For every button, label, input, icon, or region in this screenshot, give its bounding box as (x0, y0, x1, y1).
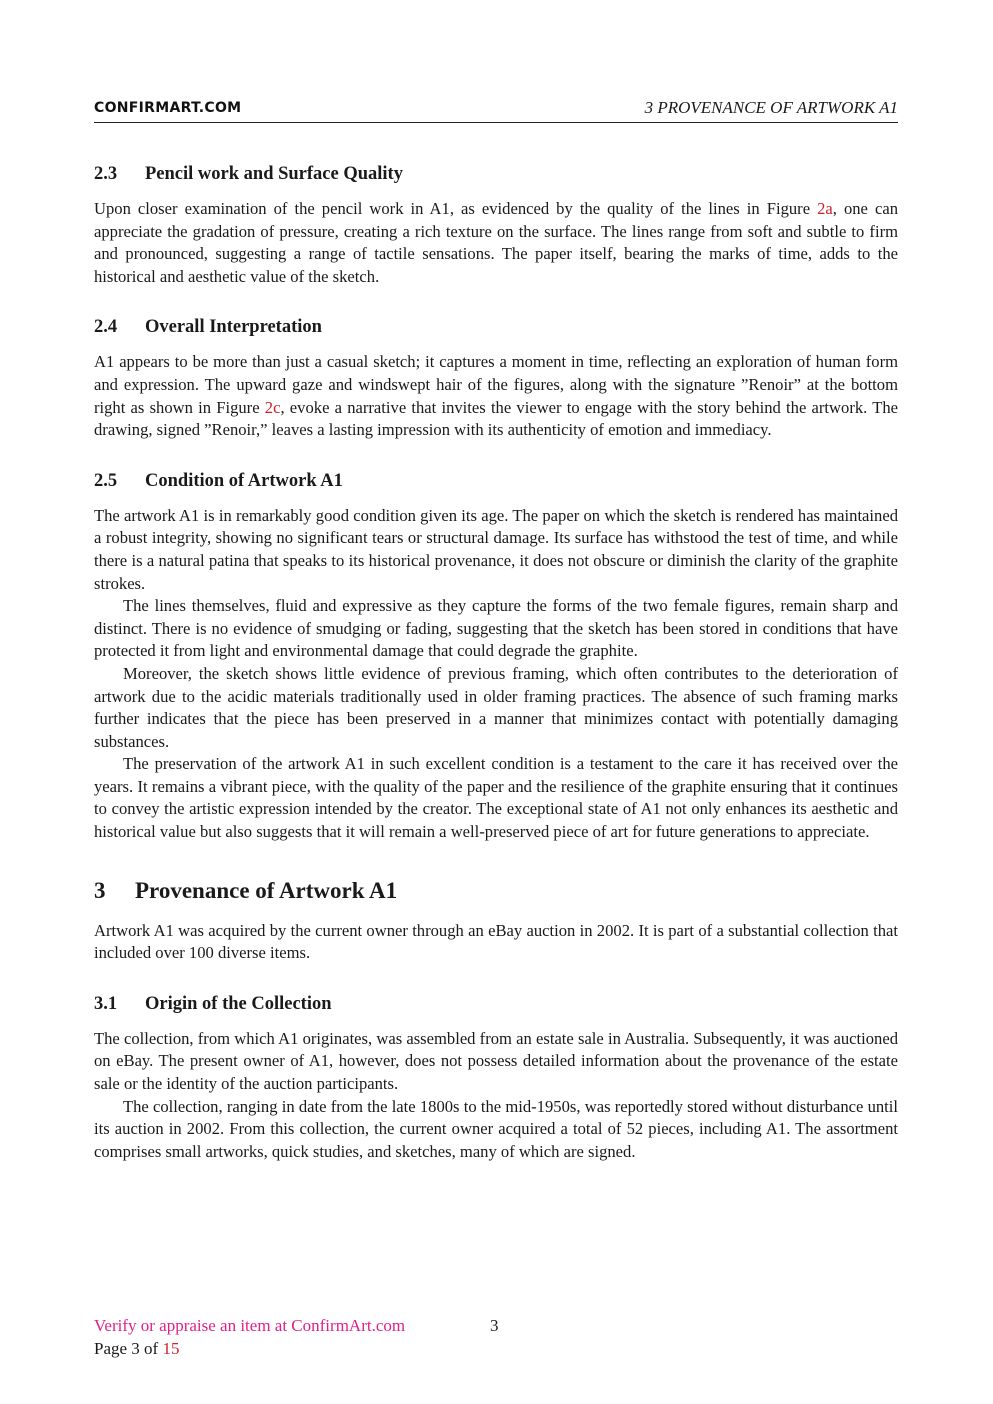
section-heading-3 (94, 874, 898, 908)
paragraph-text: A1 appears to be more than just a casual sketch; it captures a moment in time, reflecting an exploration of human form and expression. The upward gaze and windswept hair of the figures, along with the signature ”Renoir” at the bottom right as shown in Figure (94, 352, 898, 417)
paragraph: The artwork A1 is in remarkably good condition given its age. The paper on which the sketch is rendered has maintained a robust integrity, showing no significant tears or structural damage. Its surface has withstood the test of time, and while there is a natural patina that speaks to its historical provenance, it does not obscure or diminish the clarity of the graphite strokes. (94, 505, 898, 593)
section-heading-3-1 (94, 990, 898, 1018)
paragraph: Moreover, the sketch shows little evidence of previous framing, which often contributes to the deterioration of artwork due to the acidic materials traditionally used in older framing practices. The absence of such framing marks further indicates that the piece has been preserved in a manner that minimizes contact with potentially damaging substances. (94, 663, 898, 751)
confirmart-link[interactable]: Verify or appraise an item at ConfirmArt.com (94, 1316, 406, 1335)
page-footer (94, 1314, 499, 1360)
paragraph (94, 198, 898, 288)
section-heading-2-4 (94, 313, 898, 341)
running-head: 3 PROVENANCE OF ARTWORK A1 (644, 98, 898, 117)
section-number: 3 (94, 877, 106, 903)
total-pages-link[interactable]: 15 (162, 1339, 180, 1358)
paragraph: The lines themselves, fluid and expressive as they capture the forms of the two female figures, remain sharp and distinct. There is no evidence of smudging or fading, suggesting that the sketch has been stored in conditions that have protected it from light and environmental damage that could degrade the graphite. (94, 596, 898, 661)
paragraph: The collection, from which A1 originates, was assembled from an estate sale in Australia. Subsequently, it was auctioned on eBay. The present owner of A1, however, does not possess detailed information about the provenance of the estate sale or the identity of the auction participants. (94, 1028, 898, 1094)
page-count (94, 1337, 405, 1360)
paragraph-text: , one can appreciate the gradation of pressure, creating a rich texture on the surface. The lines range from soft and subtle to firm and pronounced, suggesting a range of tactile sensations. The paper itself, bearing the marks of time, adds to the historical and aesthetic value of the sketch. (94, 199, 898, 286)
page-number: 3 (490, 1316, 499, 1335)
section-number: 2.4 (94, 317, 118, 338)
section-title: Condition of Artwork A1 (145, 470, 343, 491)
paragraph: Artwork A1 was acquired by the current owner through an eBay auction in 2002. It is part of a substantial collection that included over 100 diverse items. (94, 920, 898, 963)
section-title: Overall Interpretation (145, 317, 322, 338)
confirmart-logo[interactable]: CONFIRMART.COM (94, 100, 242, 116)
section-title: Provenance of Artwork A1 (135, 877, 398, 903)
figure-link-2a[interactable]: 2a (817, 199, 833, 218)
page-count-prefix: Page 3 of (94, 1339, 163, 1358)
section-title: Pencil work and Surface Quality (145, 164, 403, 184)
paragraph (94, 351, 898, 441)
section-heading-2-3 (94, 160, 898, 188)
figure-link-2c[interactable]: 2c (264, 397, 281, 417)
section-number: 2.5 (94, 470, 118, 491)
section-number: 2.3 (94, 164, 118, 184)
page-header (94, 98, 898, 123)
paragraph-text: , evoke a narrative that invites the viewer to engage with the story behind the artwork. The drawing, signed ”Renoir,” leaves a lasting impression with its authenticity of emotion and immediacy. (94, 397, 899, 440)
paragraph: The collection, ranging in date from the late 1800s to the mid-1950s, was reportedly stored without disturbance until its auction in 2002. From this collection, the current owner acquired a total of 52 pieces, including A1. The assortment comprises small artworks, quick studies, and sketches, many of which are signed. (94, 1096, 898, 1161)
document-body (94, 160, 898, 1163)
section-number: 3.1 (94, 993, 118, 1014)
paragraph-text: Upon closer examination of the pencil work in A1, as evidenced by the quality of the lines in Figure (94, 199, 818, 218)
section-title: Origin of the Collection (145, 993, 332, 1014)
paragraph: The preservation of the artwork A1 in such excellent condition is a testament to the care it has received over the years. It remains a vibrant piece, with the quality of the paper and the resilience of the graphite ensuring that it continues to convey the artistic expression intended by the creator. The exceptional state of A1 not only enhances its aesthetic and historical value but also suggests that it will remain a well-preserved piece of art for future generations to appreciate. (94, 754, 898, 842)
section-heading-2-5 (94, 467, 898, 495)
